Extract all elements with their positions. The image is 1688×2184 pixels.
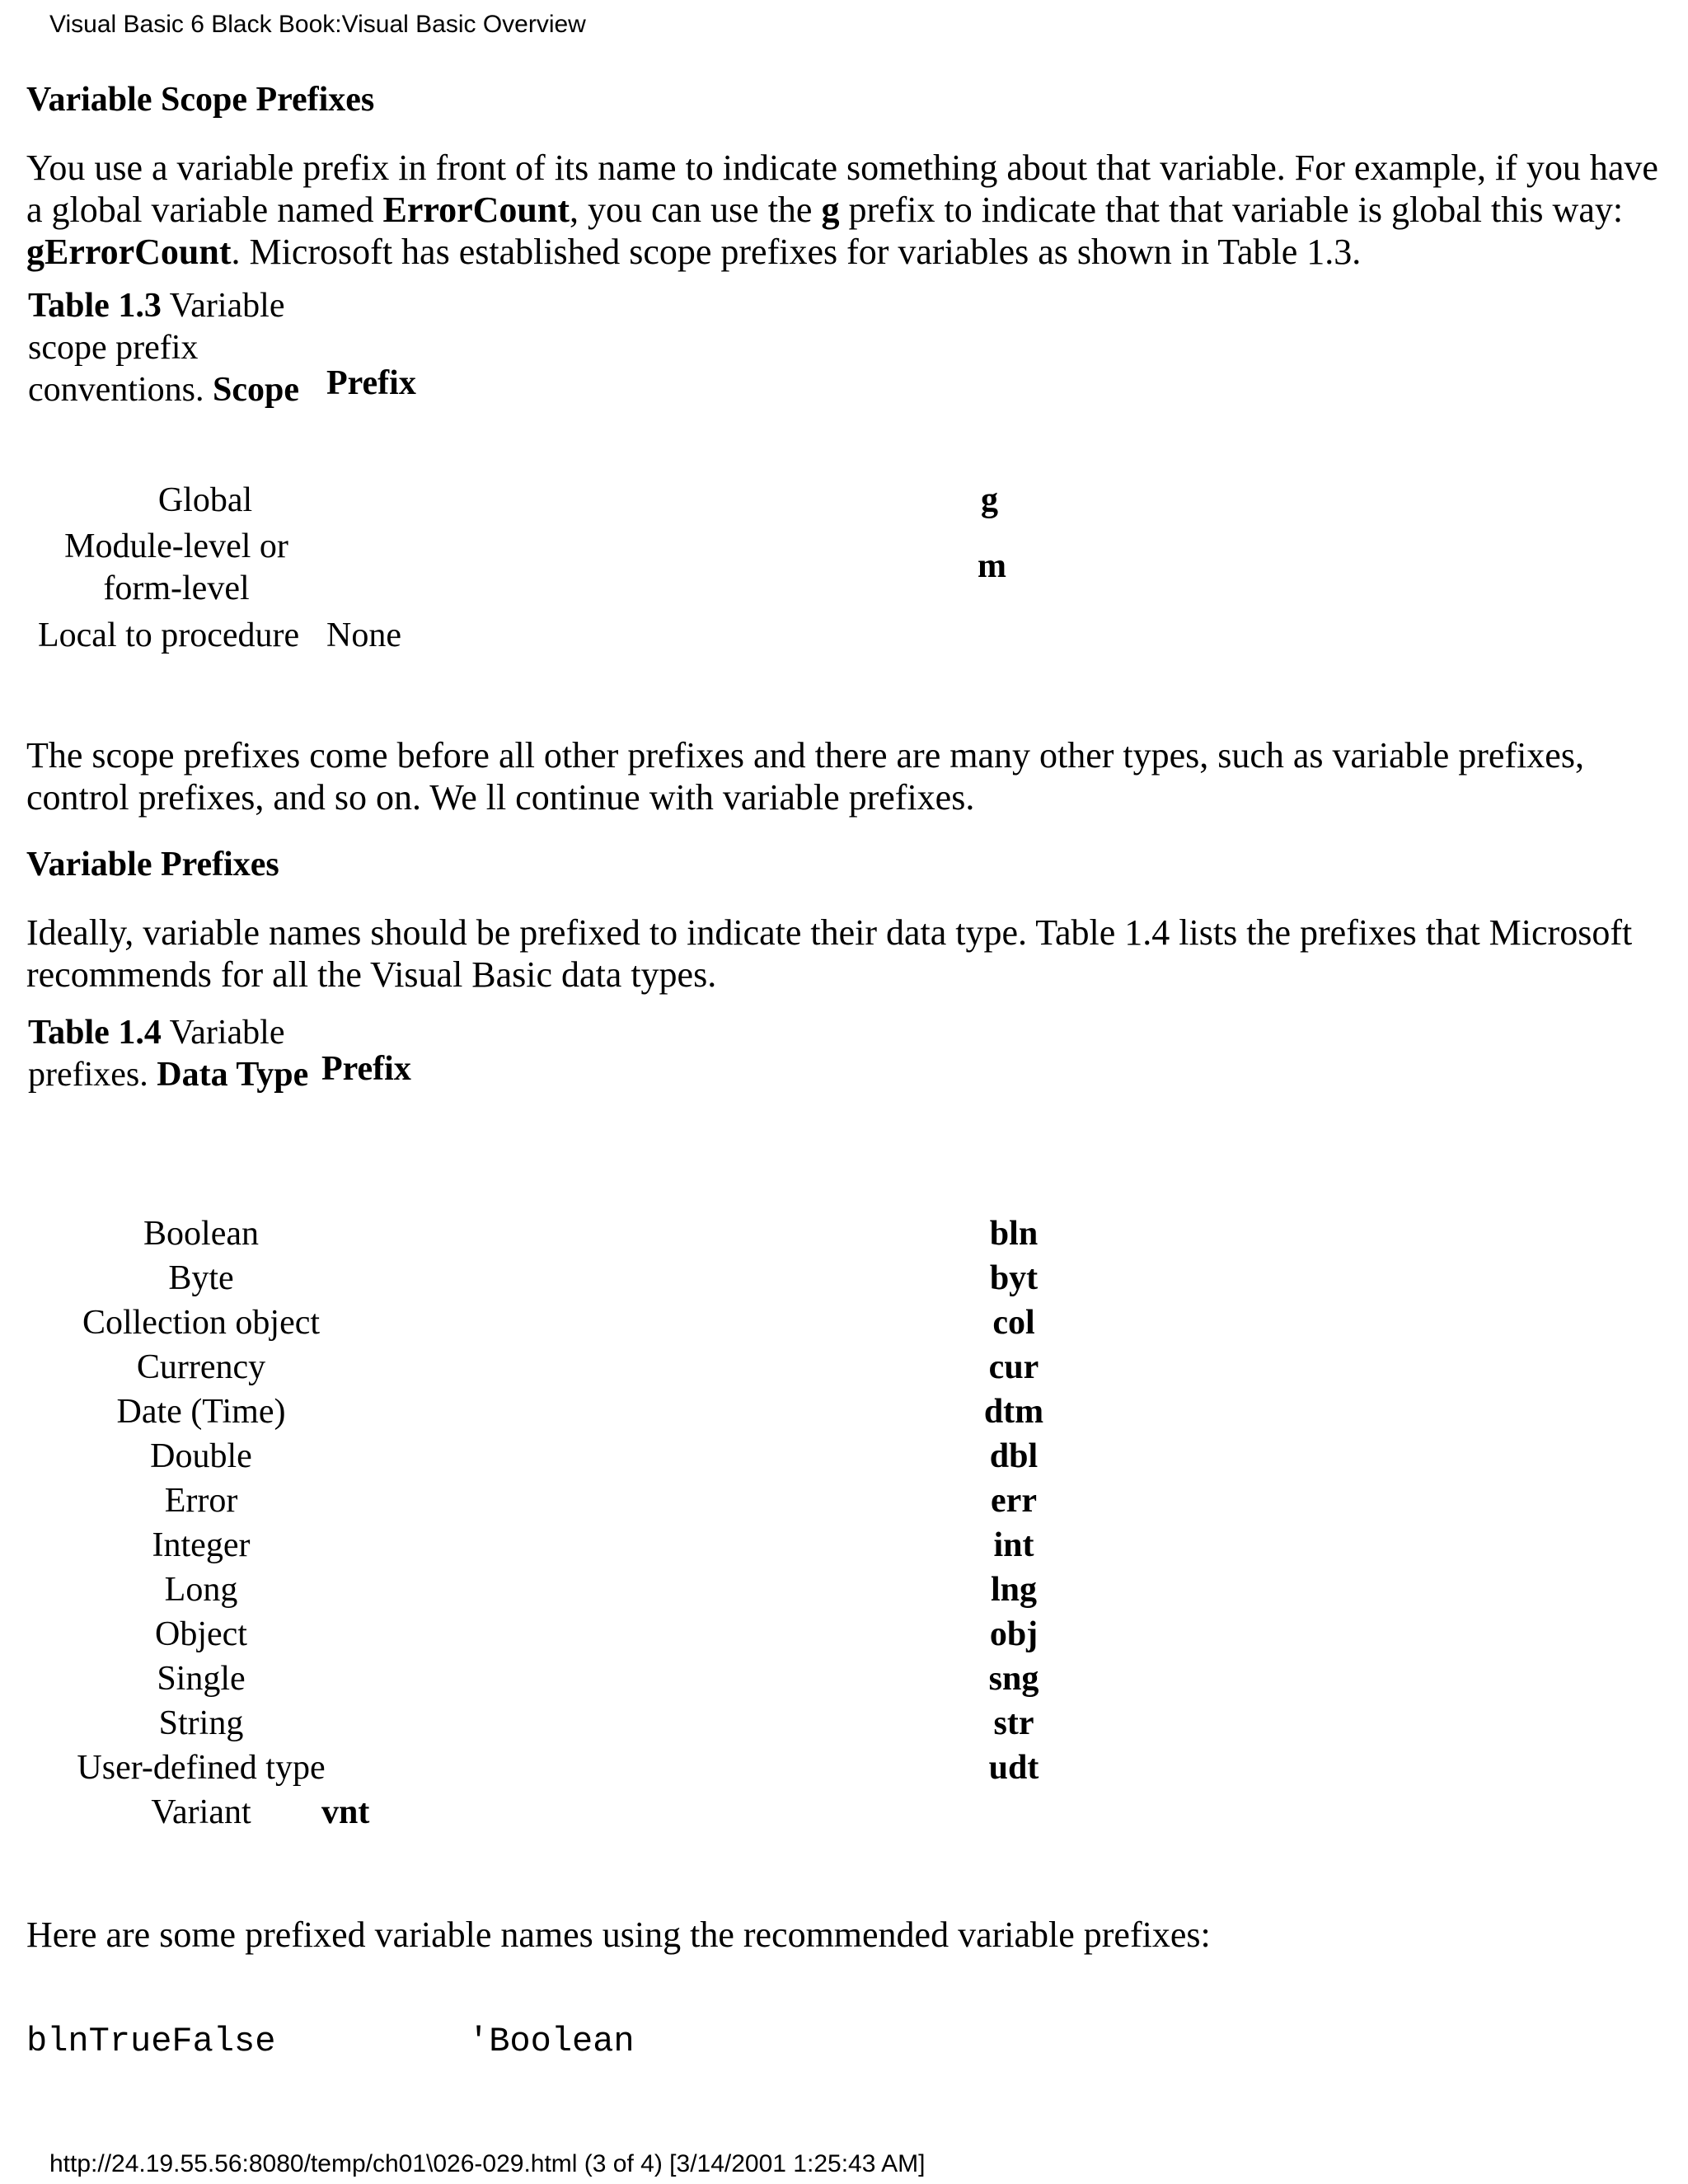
code-comment: 'Boolean: [468, 2022, 635, 2061]
table-row-prefix: sng: [988, 1660, 1039, 1698]
table-row-prefix: dbl: [989, 1437, 1039, 1475]
section-heading-variable-prefixes: Variable Prefixes: [26, 846, 279, 883]
table-1-4-header-prefix: Prefix: [321, 1050, 411, 1088]
table-row-prefix: cur: [988, 1348, 1039, 1386]
table-row-data-type: Double: [150, 1437, 252, 1475]
table-1-3: [28, 285, 1676, 673]
table-row-data-type: Single: [157, 1660, 246, 1698]
table-row-prefix: byt: [989, 1259, 1039, 1297]
table-row-prefix: vnt: [321, 1793, 370, 1831]
table-1-4-header-data-type: Data Type: [157, 1056, 309, 1094]
table-1-4: [28, 1012, 1676, 1836]
scope-prefixes-followup-paragraph: The scope prefixes come before all other prefixes and there are many other types, such as variable prefixes, control prefixes, and so on. We ll continue with variable prefixes.: [26, 735, 1584, 818]
table-row-prefix: obj: [989, 1615, 1039, 1653]
table-row-scope: Global: [157, 481, 253, 519]
text-run: You use a variable prefix in front of its name to indicate something about that variable. For example, if you have a global variable named: [26, 148, 1658, 230]
code-variable-name: blnTrueFalse: [26, 2022, 276, 2061]
prefixed-names-intro-paragraph: Here are some prefixed variable names using the recommended variable prefixes:: [26, 1915, 1211, 1955]
section-heading-scope-prefixes: Variable Scope Prefixes: [26, 81, 375, 119]
table-row-data-type: Object: [155, 1615, 247, 1653]
table-row-scope: Module-level or form-level: [64, 527, 288, 607]
bold-term-errorcount: ErrorCount: [382, 190, 570, 230]
bold-term-gerrorcount: gErrorCount: [26, 232, 232, 272]
table-row-prefix: m: [978, 547, 1006, 585]
table-1-4-caption: [28, 1012, 325, 1096]
table-1-3-caption: [28, 285, 325, 411]
table-row-data-type: String: [158, 1704, 244, 1742]
table-caption-label: Table 1.3: [28, 287, 162, 325]
table-row-prefix: str: [993, 1704, 1034, 1742]
table-row-prefix: udt: [988, 1749, 1039, 1787]
table-row-data-type: User-defined type: [77, 1749, 326, 1787]
table-1-3-header-scope: Scope: [212, 371, 299, 409]
scope-prefixes-paragraph: [26, 147, 1667, 273]
table-row-scope: Local to procedure: [38, 616, 300, 654]
page-footer-url: http://24.19.55.56:8080/temp/ch01\026-029.html (3 of 4) [3/14/2001 1:25:43 AM]: [49, 2150, 926, 2177]
table-row-prefix: bln: [989, 1215, 1039, 1253]
table-row-prefix: g: [981, 481, 998, 519]
table-row-data-type: Variant: [151, 1793, 251, 1831]
table-row-prefix: int: [993, 1526, 1034, 1564]
table-caption-label: Table 1.4: [28, 1014, 162, 1052]
table-row-data-type: Currency: [136, 1348, 266, 1386]
bold-term-g: g: [821, 190, 840, 230]
table-row-data-type: Date (Time): [116, 1393, 286, 1431]
table-row-prefix: col: [992, 1304, 1035, 1342]
table-row-prefix: lng: [990, 1571, 1038, 1609]
variable-prefixes-paragraph: Ideally, variable names should be prefixed to indicate their data type. Table 1.4 lists the prefixes that Microsoft recommends for all the Visual Basic data types.: [26, 912, 1633, 995]
page-header-title: Visual Basic 6 Black Book:Visual Basic Overview: [49, 11, 586, 38]
table-1-3-header-prefix: Prefix: [326, 364, 416, 402]
table-row-data-type: Long: [164, 1571, 238, 1609]
table-row-data-type: Integer: [152, 1526, 251, 1564]
table-row-data-type: Byte: [168, 1259, 234, 1297]
text-run: prefix to indicate that that variable is global this way:: [839, 190, 1624, 230]
table-row-data-type: Error: [164, 1482, 238, 1520]
text-run: . Microsoft has established scope prefixes for variables as shown in Table 1.3.: [231, 232, 1362, 272]
table-row-prefix: dtm: [983, 1393, 1044, 1431]
text-run: , you can use the: [570, 190, 822, 230]
table-row-data-type: Collection object: [82, 1304, 321, 1342]
table-row-prefix: None: [326, 616, 401, 654]
table-caption-text: Variable prefixes.: [28, 1014, 285, 1094]
table-row-prefix: err: [991, 1482, 1037, 1520]
table-caption-text: Variable scope prefix conventions.: [28, 287, 285, 409]
table-row-data-type: Boolean: [143, 1215, 259, 1253]
